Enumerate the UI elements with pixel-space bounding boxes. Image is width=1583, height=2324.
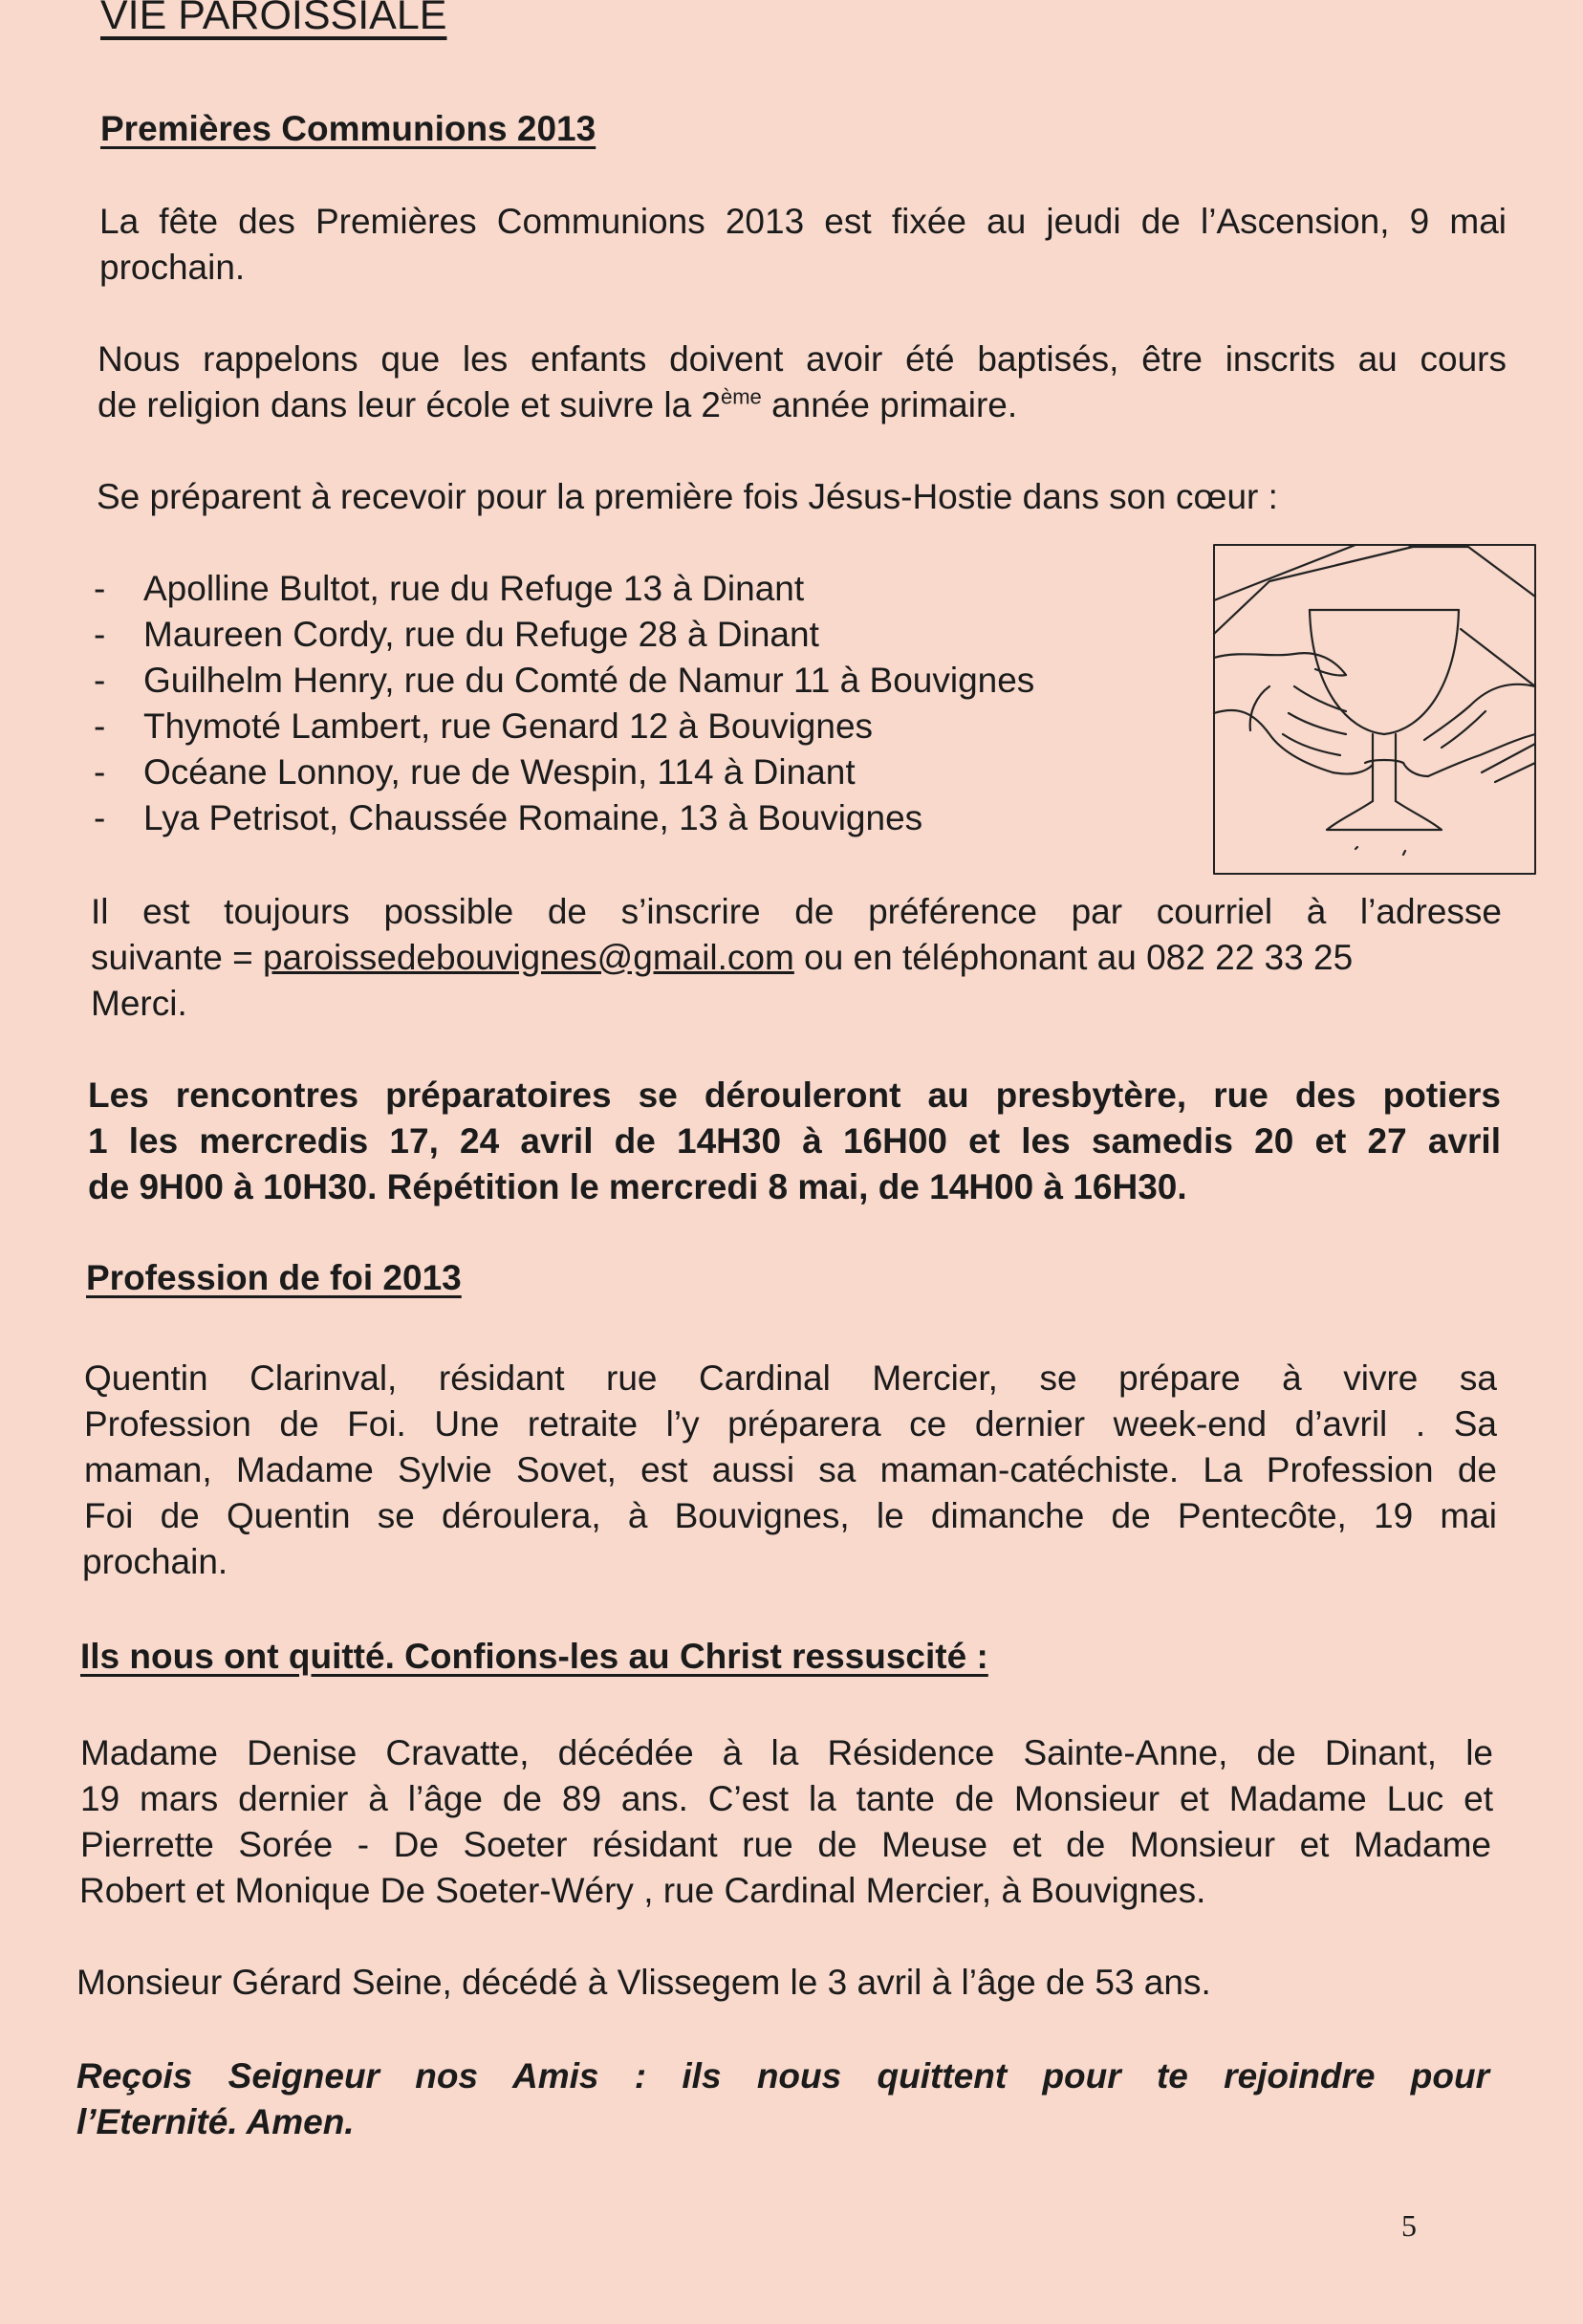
list-item: - Océane Lonnoy, rue de Wespin, 114 à Dinant bbox=[94, 749, 1193, 795]
inscription-line3: Merci. bbox=[91, 984, 187, 1023]
list-item: - Maureen Cordy, rue du Refuge 28 à Dinant bbox=[94, 612, 1193, 658]
communions-p1-line2: prochain. bbox=[99, 248, 246, 287]
list-item: - Apolline Bultot, rue du Refuge 13 à Dinant bbox=[94, 566, 1193, 612]
deceased-heading: Ils nous ont quitté. Confions-les au Christ ressuscité : bbox=[80, 1637, 988, 1676]
communions-p3: Se préparent à recevoir pour la première fois Jésus-Hostie dans son cœur : bbox=[97, 477, 1278, 516]
inscription-text-b: ou en téléphonant au 082 22 33 25 bbox=[793, 938, 1354, 977]
profession-line2: Profession de Foi. Une retraite l’y préparera ce dernier week-end d’avril . Sa bbox=[84, 1404, 1497, 1444]
profession-line1: Quentin Clarinval, résidant rue Cardinal Mercier, se prépare à vivre sa bbox=[84, 1358, 1497, 1398]
p2-text-b: année primaire. bbox=[761, 385, 1018, 424]
profession-heading: Profession de foi 2013 bbox=[86, 1258, 462, 1297]
page-number: 5 bbox=[1401, 2208, 1417, 2243]
profession-line5: prochain. bbox=[82, 1542, 228, 1581]
communions-heading: Premières Communions 2013 bbox=[100, 109, 596, 148]
list-item: - Guilhelm Henry, rue du Comté de Namur 11 à Bouvignes bbox=[94, 658, 1193, 704]
profession-line3: maman, Madame Sylvie Sovet, est aussi sa maman-catéchiste. La Profession de bbox=[84, 1450, 1497, 1489]
chalice-illustration bbox=[1212, 543, 1537, 876]
children-list bbox=[94, 566, 1193, 841]
page-title: VIE PAROISSIALE bbox=[100, 0, 447, 38]
deceased-p1-line3: Pierrette Sorée - De Soeter résidant rue de Meuse et de Monsieur et Madame bbox=[80, 1825, 1491, 1864]
prayer-line2: l’Eternité. Amen. bbox=[76, 2102, 355, 2141]
meetings-line2: 1 les mercredis 17, 24 avril de 14H30 à 16H00 et les samedis 20 et 27 avril bbox=[88, 1121, 1501, 1161]
list-item: - Thymoté Lambert, rue Genard 12 à Bouvignes bbox=[94, 704, 1193, 749]
deceased-p2: Monsieur Gérard Seine, décédé à Vlissegem le 3 avril à l’âge de 53 ans. bbox=[76, 1963, 1211, 2002]
p2-text-a: de religion dans leur école et suivre la 2 bbox=[98, 385, 721, 424]
p2-superscript: ème bbox=[721, 384, 762, 409]
inscription-text-a: suivante = bbox=[91, 938, 263, 977]
inscription-line1: Il est toujours possible de s’inscrire de préférence par courriel à l’adresse bbox=[91, 892, 1502, 931]
meetings-line3: de 9H00 à 10H30. Répétition le mercredi 8 mai, de 14H00 à 16H30. bbox=[88, 1167, 1187, 1206]
communions-p1-line1: La fête des Premières Communions 2013 est fixée au jeudi de l’Ascension, 9 mai bbox=[99, 202, 1507, 241]
deceased-p1-line1: Madame Denise Cravatte, décédée à la Résidence Sainte-Anne, de Dinant, le bbox=[80, 1733, 1493, 1772]
list-item: - Lya Petrisot, Chaussée Romaine, 13 à Bouvignes bbox=[94, 795, 1193, 841]
meetings-line1: Les rencontres préparatoires se dérouleront au presbytère, rue des potiers bbox=[88, 1075, 1501, 1115]
inscription-line2 bbox=[91, 935, 1353, 981]
email-link[interactable]: paroissedebouvignes@gmail.com bbox=[262, 938, 794, 977]
prayer-line1: Reçois Seigneur nos Amis : ils nous quittent pour te rejoindre pour bbox=[76, 2056, 1489, 2096]
profession-line4: Foi de Quentin se déroulera, à Bouvignes, le dimanche de Pentecôte, 19 mai bbox=[84, 1496, 1497, 1535]
deceased-p1-line2: 19 mars dernier à l’âge de 89 ans. C’est la tante de Monsieur et Madame Luc et bbox=[80, 1779, 1493, 1818]
communions-p2-line2 bbox=[98, 382, 1017, 428]
communions-p2-line1: Nous rappelons que les enfants doivent avoir été baptisés, être inscrits au cours bbox=[98, 339, 1507, 379]
deceased-p1-line4: Robert et Monique De Soeter-Wéry , rue Cardinal Mercier, à Bouvignes. bbox=[79, 1871, 1206, 1910]
